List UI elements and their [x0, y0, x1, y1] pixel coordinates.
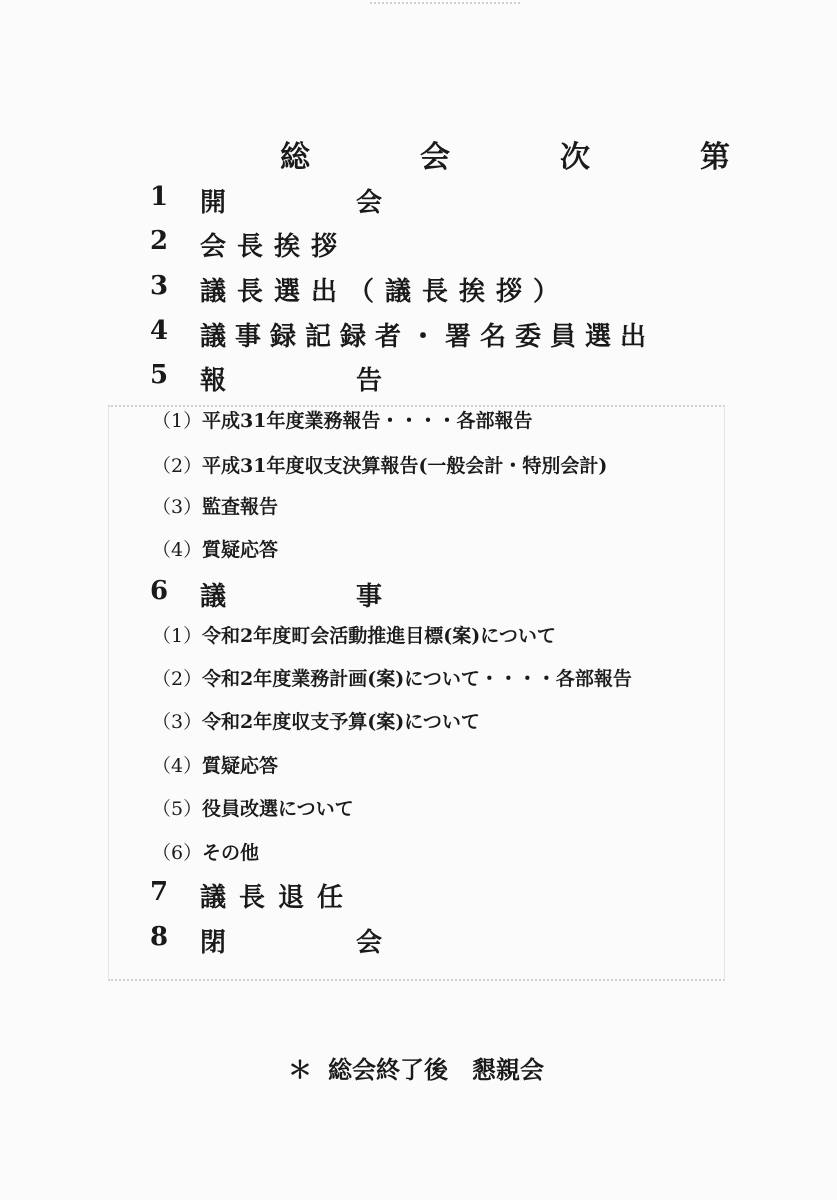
subitem-text: 質疑応答: [202, 539, 279, 561]
item-number: 2: [150, 226, 169, 256]
subitem-number: （6）: [152, 842, 203, 864]
item-number: 4: [150, 316, 169, 346]
agenda-subitem-5: [152, 794, 354, 821]
report-subitem-4: [152, 535, 278, 562]
subitem-number: （2）: [152, 455, 203, 477]
agenda-item-2: [150, 226, 348, 263]
item-text: 閉 会: [200, 928, 435, 958]
subitem-text: 令和2年度町会活動推進目標(案)について: [202, 625, 556, 647]
agenda-item-4: [150, 316, 655, 353]
subitem-number: （2）: [152, 668, 203, 690]
subitem-text: 平成31年度収支決算報告(一般会計・特別会計): [202, 455, 608, 477]
footer-note: [288, 1050, 544, 1085]
item-number: 5: [150, 360, 169, 390]
subitem-text: 令和2年度業務計画(案)について・・・・各部報告: [202, 668, 632, 690]
agenda-subitem-2: [152, 664, 632, 691]
subitem-number: （1）: [152, 625, 203, 647]
agenda-item-3: [150, 271, 570, 308]
subitem-number: （3）: [152, 711, 203, 733]
page-title: 総 会 次 第: [280, 140, 770, 175]
subitem-text: 監査報告: [202, 496, 279, 518]
item-number: 3: [150, 271, 169, 301]
subitem-text: 質疑応答: [202, 755, 279, 777]
agenda-item-7: [150, 877, 356, 914]
agenda-subitem-1: [152, 621, 556, 648]
report-subitem-2: [152, 451, 607, 478]
item-number: 7: [150, 877, 169, 907]
subitem-text: 令和2年度収支予算(案)について: [202, 711, 480, 733]
agenda-item-8: [150, 922, 434, 959]
item-text: 議長選出（議長挨拶）: [200, 277, 571, 307]
agenda-subitem-4: [152, 751, 278, 778]
item-text: 議事録記録者・署名委員選出: [200, 322, 656, 352]
item-text: 議長退任: [200, 883, 357, 913]
item-text: 会長挨拶: [200, 232, 349, 262]
report-subitem-1: [152, 406, 532, 433]
agenda-subitem-6: [152, 838, 259, 865]
agenda-item-1: [150, 182, 434, 219]
report-subitem-3: [152, 492, 278, 519]
item-number: 1: [150, 182, 169, 212]
subitem-number: （1）: [152, 410, 203, 432]
asterisk-icon: ＊: [288, 1055, 312, 1084]
subitem-text: その他: [202, 842, 260, 864]
subitem-number: （3）: [152, 496, 203, 518]
item-number: 6: [150, 576, 169, 606]
subitem-text: 役員改選について: [202, 798, 354, 820]
subitem-number: （5）: [152, 798, 203, 820]
subitem-text: 平成31年度業務報告・・・・各部報告: [202, 410, 533, 432]
agenda-item-6: [150, 576, 434, 613]
scan-mark: [370, 2, 520, 10]
subitem-number: （4）: [152, 539, 203, 561]
item-text: 報 告: [200, 366, 435, 396]
item-number: 8: [150, 922, 169, 952]
item-text: 開 会: [200, 188, 435, 218]
footer-text: 総会終了後 懇親会: [328, 1055, 544, 1084]
agenda-subitem-3: [152, 707, 480, 734]
subitem-number: （4）: [152, 755, 203, 777]
agenda-item-5: [150, 360, 434, 397]
item-text: 議 事: [200, 582, 435, 612]
